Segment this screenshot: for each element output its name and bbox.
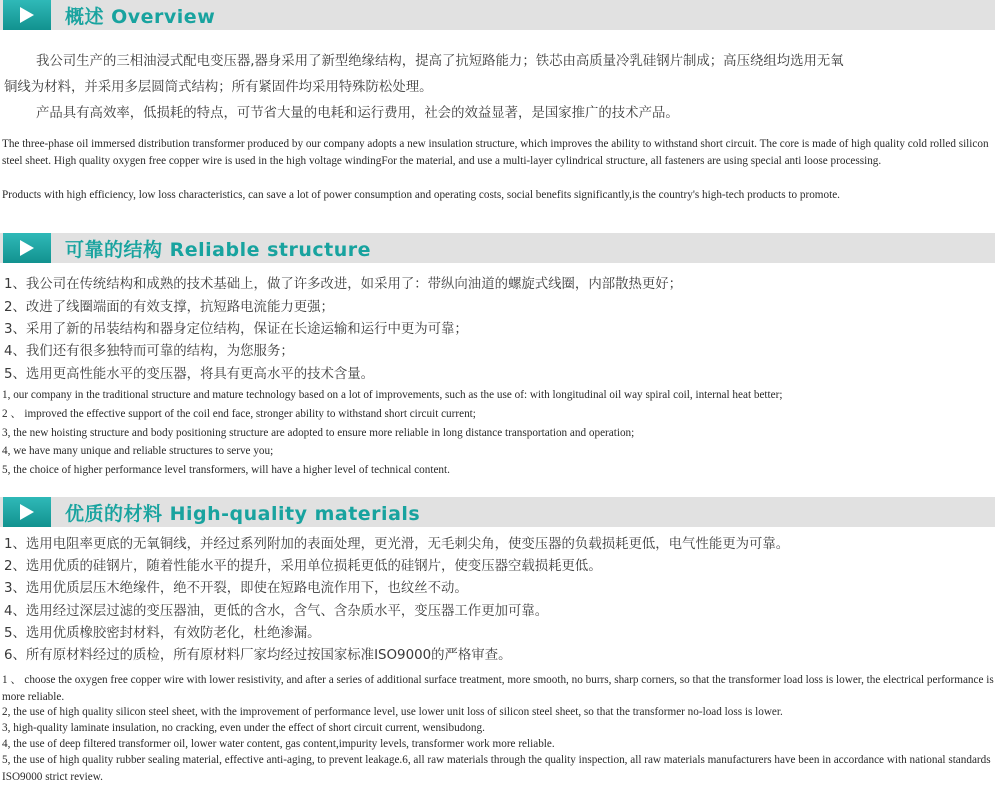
overview-title: 概述 Overview [65, 5, 216, 28]
overview-play-icon [3, 0, 51, 30]
materials-title: 优质的材料 High-quality materials [65, 502, 421, 525]
materials-cn-item-1: 1、选用电阻率更底的无氧铜线，并经过系列附加的表面处理，更光滑，无毛刺尖角，使变压器的负载损耗更低，电气性能更为可靠。 [4, 537, 790, 552]
materials-en-item-4: 4, the use of deep filtered transformer oil, lower water content, gas content,impurity levels, transformer work more reliable. [2, 738, 555, 750]
materials-en-item-5: 5, the use of high quality rubber sealing material, effective anti-aging, to prevent leakage.6, all raw materials through the quality inspection, all raw materials manufacturers have been in accordance with national standards ISO9000 strict review. [2, 754, 991, 783]
overview-en-p1: The three-phase oil immersed distribution transformer produced by our company adopts a new insulation structure, which improves the ability to withstand short circuit. The core is made of high quality cold rolled silicon steel sheet. High quality oxygen free copper wire is used in the high voltage windingFor the material, and use a multi-layer cylindrical structure, all fasteners are using special anti loose processing. [2, 138, 989, 167]
materials-cn-item-2: 2、选用优质的硅钢片，随着性能水平的提升，采用单位损耗更低的硅钢片，使变压器空载损耗更低。 [4, 559, 602, 574]
reliable-en-item-3: 3, the new hoisting structure and body positioning structure are adopted to ensure more reliable in long distance transportation and operation; [2, 427, 635, 439]
reliable-en-item-5: 5, the choice of higher performance level transformers, will have a higher level of technical content. [2, 464, 450, 476]
materials-cn-item-3: 3、选用优质层压木绝缘件，绝不开裂，即使在短路电流作用下，也纹丝不动。 [4, 581, 468, 596]
reliable-banner [0, 233, 995, 263]
overview-cn-p1-line2: 铜线为材料，并采用多层圆筒式结构；所有紧固件均采用特殊防松处理。 [4, 80, 433, 95]
overview-en-p2: Products with high efficiency, low loss characteristics, can save a lot of power consumption and operating costs, social benefits significantly,is the country's high-tech products to promote. [2, 189, 840, 201]
reliable-cn-item-3: 3、采用了新的吊装结构和器身定位结构，保证在长途运输和运行中更为可靠； [4, 322, 468, 337]
reliable-cn-item-5: 5、选用更高性能水平的变压器，将具有更高水平的技术含量。 [4, 367, 375, 382]
reliable-title: 可靠的结构 Reliable structure [65, 238, 372, 261]
reliable-cn-item-1: 1、我公司在传统结构和成熟的技术基础上，做了许多改进，如采用了：带纵向油道的螺旋式线圈，内部散热更好； [4, 277, 683, 292]
materials-cn-item-4: 4、选用经过深层过滤的变压器油，更低的含水，含气、含杂质水平，变压器工作更加可靠。 [4, 604, 549, 619]
materials-en-item-3: 3, high-quality laminate insulation, no cracking, even under the effect of short circuit current, wensibudong. [2, 722, 485, 734]
reliable-play-icon [3, 233, 51, 263]
reliable-cn-item-2: 2、改进了线圈端面的有效支撑，抗短路电流能力更强； [4, 300, 334, 315]
overview-cn-p1-line1: 我公司生产的三相油浸式配电变压器,器身采用了新型绝缘结构，提高了抗短路能力；铁芯由高质量冷乳硅钢片制成；高压绕组均选用无氧 [36, 54, 844, 69]
overview-banner [0, 0, 995, 30]
materials-cn-item-6: 6、所有原材料经过的质检，所有原材料厂家均经过按国家标准ISO9000的严格审查。 [4, 648, 512, 663]
overview-cn-p2: 产品具有高效率，低损耗的特点，可节省大量的电耗和运行费用，社会的效益显著，是国家推广的技术产品。 [36, 106, 679, 121]
materials-en-item-2: 2, the use of high quality silicon steel sheet, with the improvement of performance level, use lower unit loss of silicon steel sheet, so that the transformer no-load loss is lower. [2, 706, 783, 718]
materials-cn-item-5: 5、选用优质橡胶密封材料，有效防老化，杜绝渗漏。 [4, 626, 321, 641]
reliable-en-item-4: 4, we have many unique and reliable structures to serve you; [2, 445, 274, 457]
materials-play-icon [3, 497, 51, 527]
reliable-cn-item-4: 4、我们还有很多独特而可靠的结构，为您服务； [4, 344, 294, 359]
reliable-en-item-1: 1, our company in the traditional structure and mature technology based on a lot of improvements, such as the use of: with longitudinal oil way spiral coil, internal heat better; [2, 389, 783, 401]
materials-en-item-1: 1 、 choose the oxygen free copper wire with lower resistivity, and after a series of additional surface treatment, more smooth, no burrs, sharp corners, so that the transformer load loss is lower, the electrical performance is more reliable. [2, 674, 994, 703]
reliable-en-item-2: 2 、 improved the effective support of the coil end face, stronger ability to withstand short circuit current; [2, 408, 476, 420]
materials-banner [0, 497, 995, 527]
